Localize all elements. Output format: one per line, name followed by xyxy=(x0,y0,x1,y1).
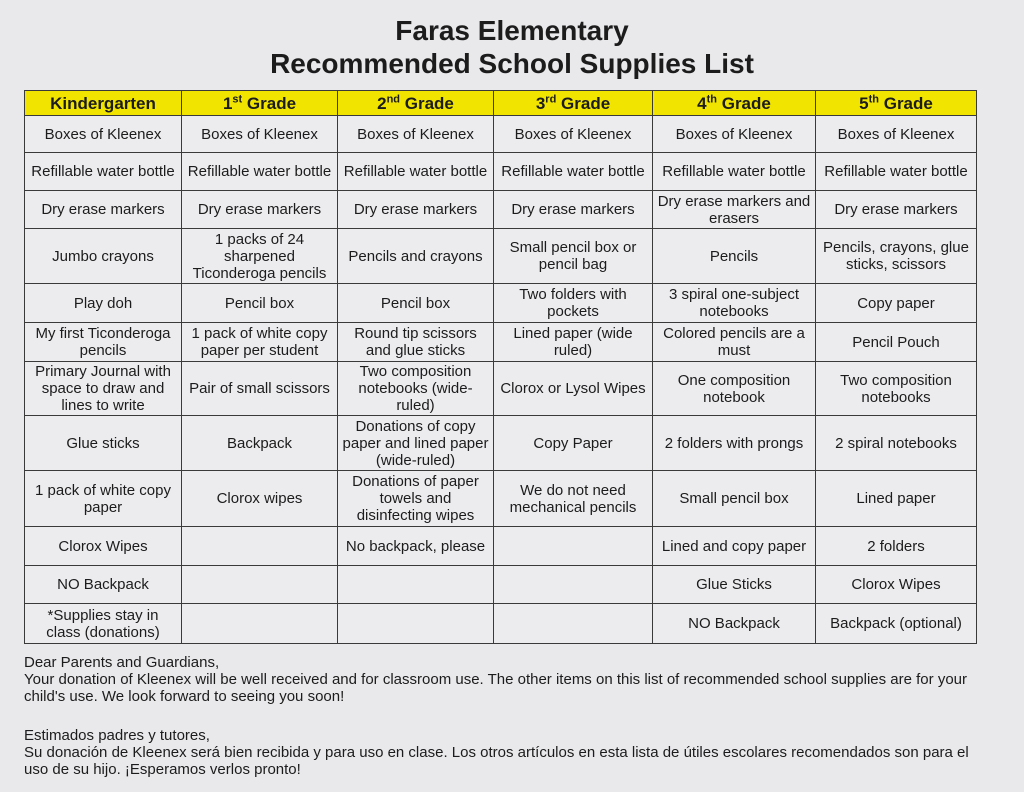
supply-cell xyxy=(338,604,494,644)
supply-cell: 2 folders xyxy=(816,527,977,566)
message-spanish: Su donación de Kleenex será bien recibida y para uso en clase. Los otros artículos en esta lista de útiles escolares recomendados son para el uso de su hijo. ¡Esperamos verlos pronto! xyxy=(24,744,969,778)
supply-cell: *Supplies stay in class (donations) xyxy=(25,604,182,644)
supply-cell: Two composition notebooks (wide-ruled) xyxy=(338,362,494,416)
supply-cell xyxy=(494,566,653,604)
supply-cell: Boxes of Kleenex xyxy=(816,116,977,153)
supply-cell: 1 pack of white copy paper per student xyxy=(182,323,338,362)
supply-cell xyxy=(182,604,338,644)
supply-cell: Round tip scissors and glue sticks xyxy=(338,323,494,362)
supply-cell: Backpack (optional) xyxy=(816,604,977,644)
supply-cell: Boxes of Kleenex xyxy=(338,116,494,153)
supply-cell: We do not need mechanical pencils xyxy=(494,471,653,527)
supply-cell: Copy Paper xyxy=(494,416,653,471)
supply-cell: Two folders with pockets xyxy=(494,284,653,323)
table-row xyxy=(25,229,977,284)
supplies-table xyxy=(24,90,977,644)
table-row xyxy=(25,527,977,566)
supply-cell: Play doh xyxy=(25,284,182,323)
supply-cell: NO Backpack xyxy=(25,566,182,604)
table-row xyxy=(25,566,977,604)
table-row xyxy=(25,284,977,323)
grade-header-4: 4th Grade xyxy=(653,91,816,116)
supply-cell: Jumbo crayons xyxy=(25,229,182,284)
table-row xyxy=(25,471,977,527)
grade-header-5: 5th Grade xyxy=(816,91,977,116)
greeting-spanish: Estimados padres y tutores, xyxy=(24,727,210,744)
supply-cell: Pencil Pouch xyxy=(816,323,977,362)
supply-cell: Pencils and crayons xyxy=(338,229,494,284)
supply-cell: Small pencil box or pencil bag xyxy=(494,229,653,284)
school-name: Faras Elementary xyxy=(395,15,629,46)
supply-cell: Lined paper (wide ruled) xyxy=(494,323,653,362)
supply-cell: Refillable water bottle xyxy=(653,153,816,191)
supply-cell: Refillable water bottle xyxy=(816,153,977,191)
note-english xyxy=(24,654,974,705)
supply-cell: Lined and copy paper xyxy=(653,527,816,566)
supply-cell: Primary Journal with space to draw and lines to write xyxy=(25,362,182,416)
supply-cell: Donations of copy paper and lined paper (wide-ruled) xyxy=(338,416,494,471)
supply-cell: Two composition notebooks xyxy=(816,362,977,416)
supply-cell: Dry erase markers xyxy=(816,191,977,229)
supply-cell: Dry erase markers xyxy=(25,191,182,229)
supply-cell: Glue sticks xyxy=(25,416,182,471)
supply-cell: 1 pack of white copy paper xyxy=(25,471,182,527)
table-row xyxy=(25,191,977,229)
message-english: Your donation of Kleenex will be well received and for classroom use. The other items on this list of recommended school supplies are for your child's use. We look forward to seeing you soon! xyxy=(24,671,967,705)
supply-cell: One composition notebook xyxy=(653,362,816,416)
grade-header-2: 2nd Grade xyxy=(338,91,494,116)
supply-cell: Glue Sticks xyxy=(653,566,816,604)
list-title: Recommended School Supplies List xyxy=(270,48,754,79)
supply-cell xyxy=(494,527,653,566)
grade-header-3: 3rd Grade xyxy=(494,91,653,116)
supply-cell: Boxes of Kleenex xyxy=(494,116,653,153)
supply-cell: Backpack xyxy=(182,416,338,471)
supply-cell: Lined paper xyxy=(816,471,977,527)
supply-cell: Refillable water bottle xyxy=(494,153,653,191)
supply-cell: 1 packs of 24 sharpened Ticonderoga pencils xyxy=(182,229,338,284)
grade-header-1: 1st Grade xyxy=(182,91,338,116)
supply-cell: Refillable water bottle xyxy=(338,153,494,191)
supply-cell: Copy paper xyxy=(816,284,977,323)
supply-cell: Boxes of Kleenex xyxy=(653,116,816,153)
supply-cell: Pair of small scissors xyxy=(182,362,338,416)
supply-cell: Pencil box xyxy=(182,284,338,323)
supply-cell: Dry erase markers xyxy=(182,191,338,229)
supply-cell: Small pencil box xyxy=(653,471,816,527)
supply-cell: Pencils xyxy=(653,229,816,284)
supply-cell: 2 spiral notebooks xyxy=(816,416,977,471)
supply-cell: 3 spiral one-subject notebooks xyxy=(653,284,816,323)
supply-cell xyxy=(182,527,338,566)
title-block xyxy=(0,14,1024,81)
supply-cell: Boxes of Kleenex xyxy=(25,116,182,153)
table-row xyxy=(25,362,977,416)
supply-cell: Clorox wipes xyxy=(182,471,338,527)
supply-cell: Dry erase markers xyxy=(338,191,494,229)
table-row xyxy=(25,604,977,644)
supply-cell: 2 folders with prongs xyxy=(653,416,816,471)
supply-cell: Clorox Wipes xyxy=(816,566,977,604)
supply-cell xyxy=(182,566,338,604)
grade-header-k: Kindergarten xyxy=(25,91,182,116)
note-spanish xyxy=(24,727,974,778)
supply-cell: No backpack, please xyxy=(338,527,494,566)
table-row xyxy=(25,416,977,471)
supply-cell: Refillable water bottle xyxy=(182,153,338,191)
supply-cell: Dry erase markers xyxy=(494,191,653,229)
table-row xyxy=(25,153,977,191)
supply-cell: Pencil box xyxy=(338,284,494,323)
supply-cell: Clorox or Lysol Wipes xyxy=(494,362,653,416)
table-row xyxy=(25,116,977,153)
table-row xyxy=(25,323,977,362)
grade-header-row xyxy=(25,91,977,116)
supply-cell: Donations of paper towels and disinfecting wipes xyxy=(338,471,494,527)
supply-cell xyxy=(338,566,494,604)
supply-cell: Refillable water bottle xyxy=(25,153,182,191)
supply-cell: Pencils, crayons, glue sticks, scissors xyxy=(816,229,977,284)
greeting-english: Dear Parents and Guardians, xyxy=(24,654,220,671)
supply-cell: Clorox Wipes xyxy=(25,527,182,566)
supply-cell: Boxes of Kleenex xyxy=(182,116,338,153)
supply-cell: NO Backpack xyxy=(653,604,816,644)
supply-cell: Colored pencils are a must xyxy=(653,323,816,362)
supply-cell xyxy=(494,604,653,644)
supply-cell: My first Ticonderoga pencils xyxy=(25,323,182,362)
supply-cell: Dry erase markers and erasers xyxy=(653,191,816,229)
